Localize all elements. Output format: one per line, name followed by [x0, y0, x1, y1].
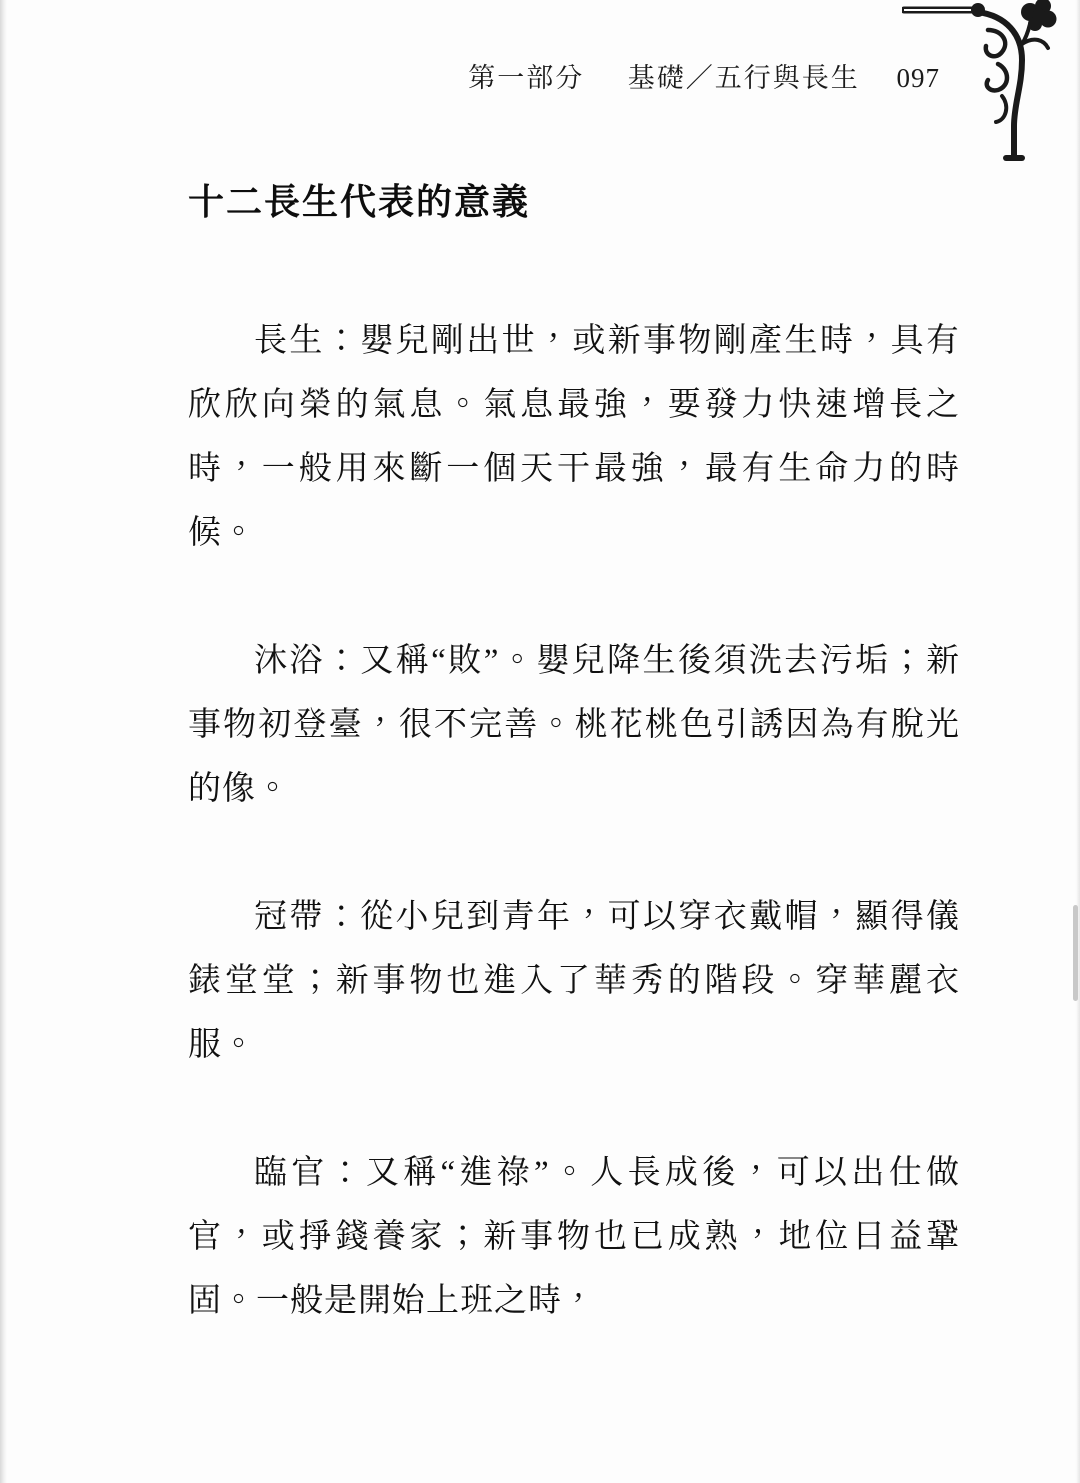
paragraph-linguan: 臨官：又稱“進祿”。人長成後，可以出仕做官，或掙錢養家；新事物也已成熟，地位日益鞏固。一般是開始上班之時， — [188, 1154, 960, 1319]
page-left-edge-shadow — [0, 0, 7, 1483]
paragraph-guandai: 冠帶：從小兒到青年，可以穿衣戴帽，顯得儀錶堂堂；新事物也進入了華秀的階段。穿華麗衣服。 — [188, 898, 960, 1063]
page-content — [188, 180, 960, 1333]
scrollbar-thumb[interactable] — [1073, 905, 1078, 1001]
paragraph-changsheng: 長生：嬰兒剛出世，或新事物剛產生時，具有欣欣向榮的氣息。氣息最強，要發力快速增長之時，一般用來斷一個天干最強，最有生命力的時候。 — [188, 322, 960, 551]
running-head-part: 第一部分 — [468, 63, 585, 93]
paragraph-gap — [188, 1077, 960, 1141]
title-body-gap — [188, 227, 960, 309]
paragraph-gap — [188, 821, 960, 885]
paragraph-gap — [188, 565, 960, 629]
running-head — [468, 56, 940, 95]
page-number: 097 — [896, 63, 940, 93]
running-head-chapter: 基礎／五行與長生 — [627, 63, 860, 93]
section-title: 十二長生代表的意義 — [188, 182, 531, 223]
paragraph-muyu: 沐浴：又稱“敗”。嬰兒降生後須洗去污垢；新事物初登臺，很不完善。桃花桃色引誘因為有脫光的像。 — [188, 642, 960, 807]
page-right-edge-shadow — [1075, 0, 1080, 1483]
